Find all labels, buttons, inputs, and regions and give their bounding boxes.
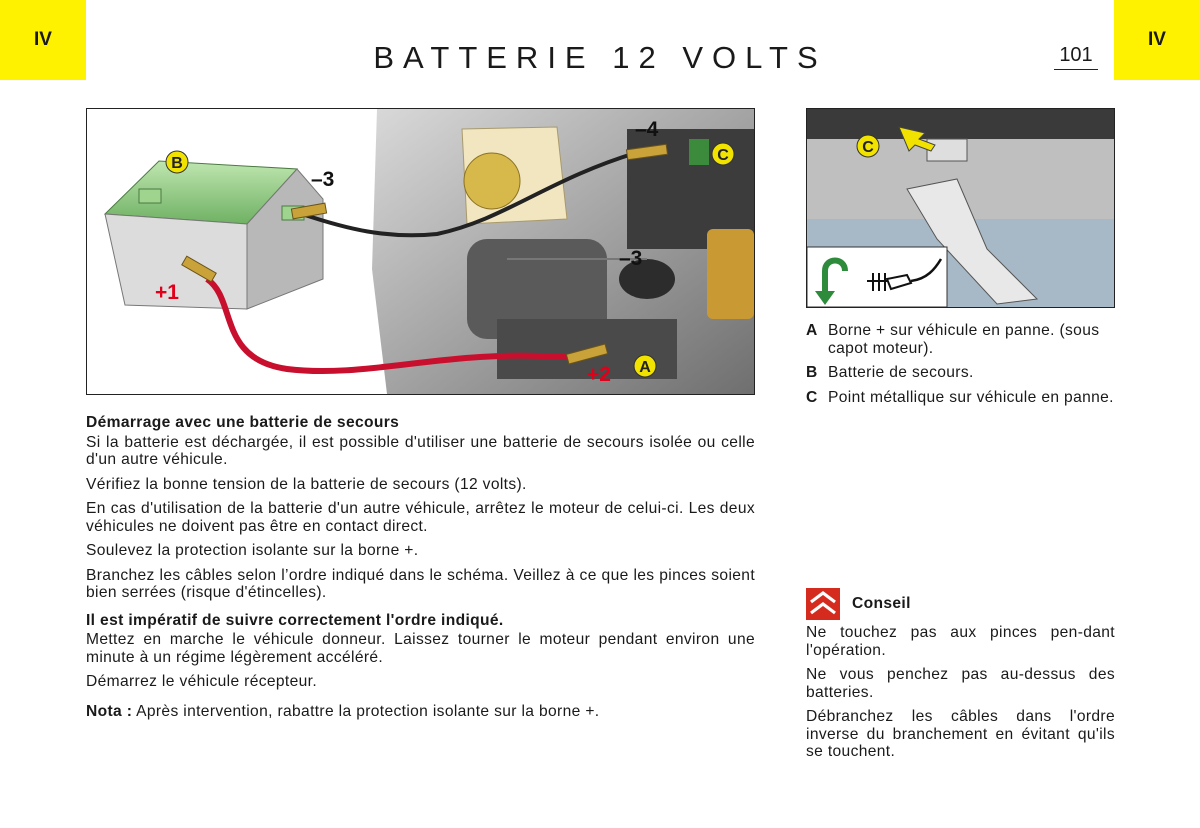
paragraph: Branchez les câbles selon l’ordre indiqué dans le schéma. Veillez à ce que les pinces soient bien serrées (risque d'étincelles).	[86, 566, 755, 601]
legend-item-b	[806, 364, 1115, 382]
advice-title: Conseil	[852, 595, 911, 613]
advice-paragraph: Ne vous penchez pas au-dessus des batteries.	[806, 666, 1115, 701]
callout-c-side	[857, 135, 879, 157]
step-label-minus-3-top: –3	[311, 168, 335, 191]
svg-text:C: C	[717, 147, 729, 164]
page-title: BATTERIE 12 VOLTS	[373, 40, 827, 75]
citroen-logo-icon	[806, 588, 840, 620]
callout-c	[712, 143, 734, 165]
paragraph: Mettez en marche le véhicule donneur. Laissez tourner le moteur pendant environ une minute à un régime légèrement accéléré.	[86, 631, 755, 666]
legend-text: Borne + sur véhicule en panne. (sous capot moteur).	[828, 322, 1100, 357]
legend-key: B	[806, 364, 818, 381]
nota-text: Après intervention, rabattre la protection isolante sur la borne +.	[132, 702, 600, 720]
callout-a	[634, 355, 656, 377]
paragraph: Vérifiez la bonne tension de la batterie de secours (12 volts).	[86, 475, 527, 493]
legend-text: Point métallique sur véhicule en panne.	[828, 388, 1114, 406]
paragraph: Soulevez la protection isolante sur la borne +.	[86, 542, 419, 559]
paragraph: Démarrez le véhicule récepteur.	[86, 673, 317, 690]
paragraph: En cas d'utilisation de la batterie d'un autre véhicule, arrêtez le moteur de celui-ci. Les deux véhicules ne doivent pas être en contact direct.	[86, 500, 755, 535]
svg-text:A: A	[639, 359, 651, 376]
step-label-plus-2: +2	[587, 363, 611, 386]
legend-item-a	[806, 322, 1115, 357]
callout-b	[166, 151, 188, 173]
legend-text: Batterie de secours.	[828, 364, 974, 381]
jump-start-illustration	[86, 108, 755, 395]
nota-label: Nota :	[86, 702, 133, 720]
paragraph: Si la batterie est déchargée, il est possible d'utiliser une batterie de secours isolée ou celle d'un autre véhicule.	[86, 433, 755, 468]
advice-paragraph: Ne touchez pas aux pinces pen-dant l'opération.	[806, 624, 1115, 659]
chapter-tab-right: IV	[1114, 0, 1200, 80]
legend-item-c	[806, 389, 1115, 407]
step-label-minus-4: –4	[635, 118, 659, 141]
nota-paragraph	[86, 703, 755, 721]
chapter-tab-left: IV	[0, 0, 86, 80]
section-heading: Démarrage avec une batterie de secours	[86, 414, 400, 431]
legend-key: A	[806, 322, 818, 339]
step-label-plus-1: +1	[155, 281, 179, 304]
legend-key: C	[806, 388, 818, 406]
advice-paragraph: Débranchez les câbles dans l'ordre inverse du branchement en évitant qu'ils se touchent.	[806, 708, 1115, 760]
ground-point-photo	[806, 108, 1115, 308]
page-number: 101	[1054, 44, 1098, 70]
warning-heading: Il est impératif de suivre correctement l'ordre indiqué.	[86, 611, 504, 629]
advice-box	[806, 588, 1115, 768]
instructions-body	[86, 414, 755, 727]
step-label-minus-3-mid: –3	[619, 247, 643, 270]
svg-text:B: B	[171, 155, 183, 172]
svg-text:C: C	[862, 139, 874, 156]
figure-legend	[806, 322, 1115, 413]
